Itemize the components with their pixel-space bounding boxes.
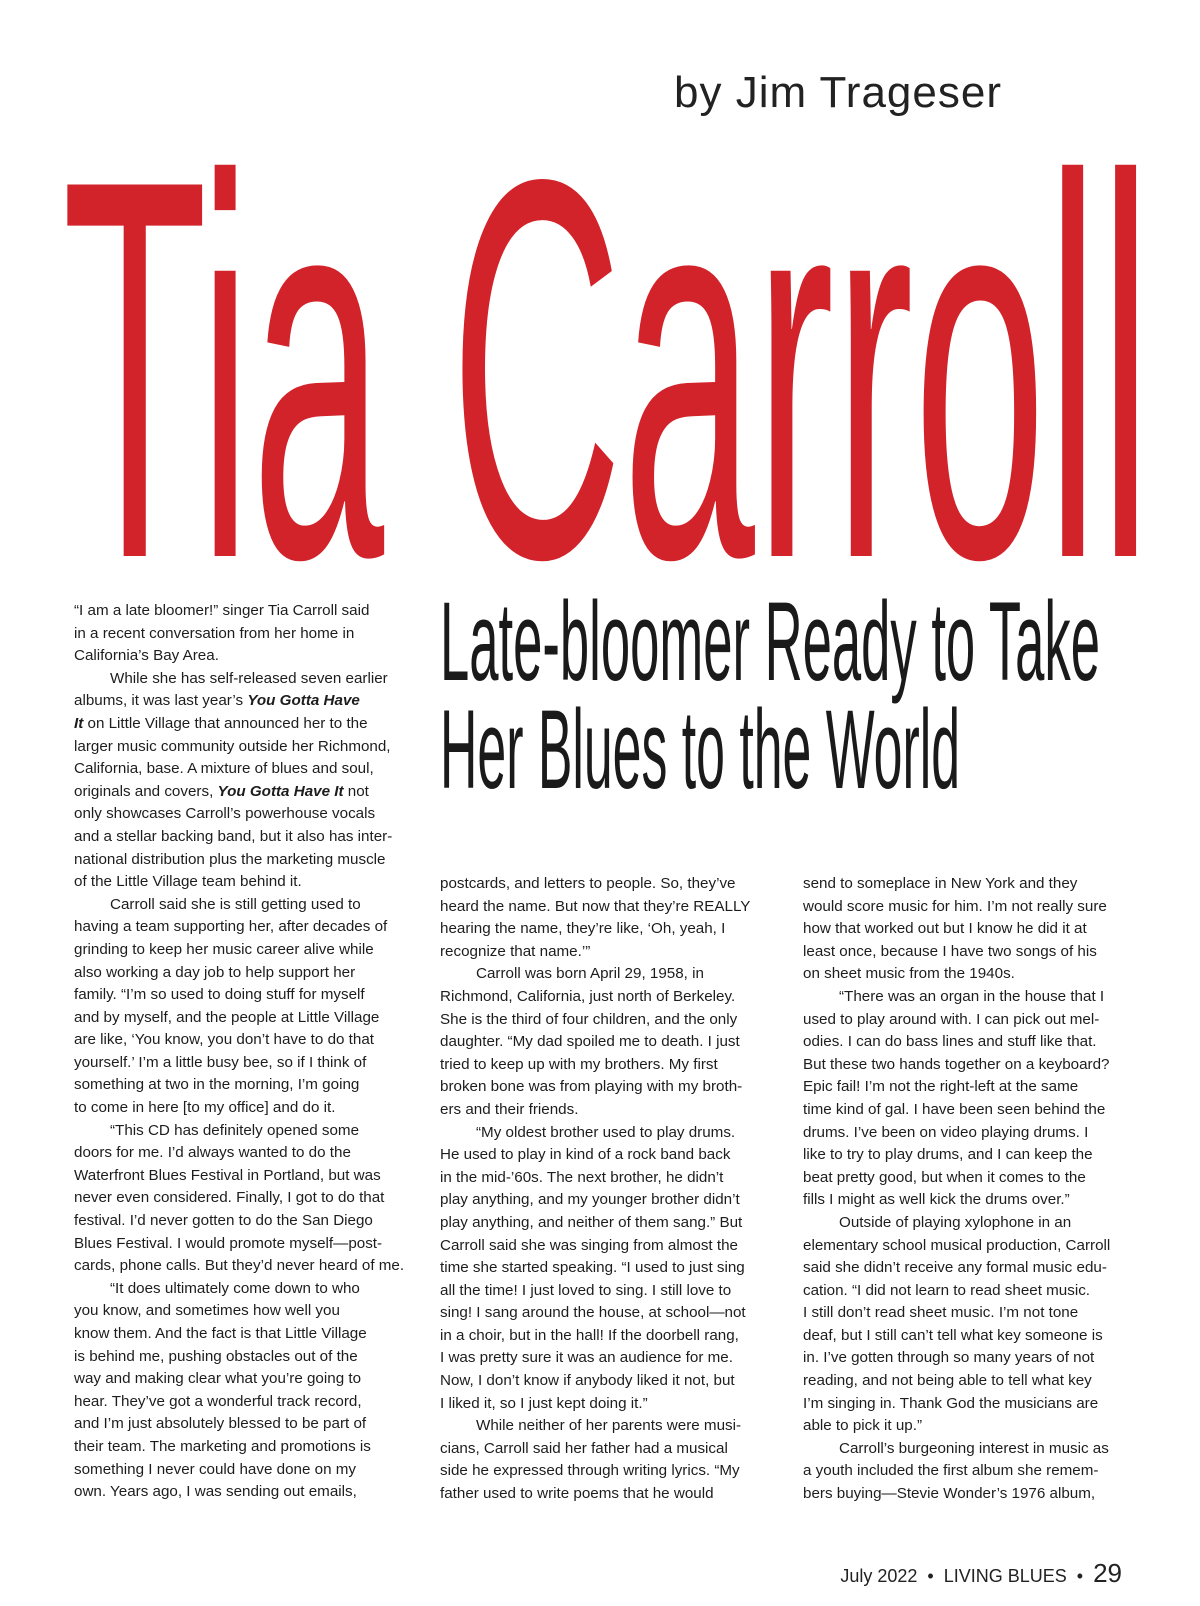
- body-text-line: and a stellar backing band, but it also has inter-: [74, 827, 393, 845]
- body-text-line: father used to write poems that he would: [440, 1485, 714, 1503]
- body-text-line: yourself.’ I’m a little busy bee, so if I think of: [74, 1053, 367, 1071]
- body-text-line: Carroll said she is still getting used to: [110, 895, 361, 913]
- body-text-line: their team. The marketing and promotions is: [74, 1437, 371, 1455]
- body-text-line: time kind of gal. I have been seen behind the: [803, 1100, 1106, 1118]
- body-text-line: to come in here [to my office] and do it.: [74, 1099, 336, 1117]
- body-text-line: California’s Bay Area.: [74, 647, 219, 665]
- body-text-line: able to pick it up.”: [803, 1417, 923, 1435]
- body-text-line: ers and their friends.: [440, 1100, 579, 1118]
- body-text-line: in a recent conversation from her home in: [74, 624, 355, 642]
- body-text-line: in a choir, but in the hall! If the doorbell rang,: [440, 1326, 739, 1344]
- body-text-line: side he expressed through writing lyrics. “My: [440, 1462, 740, 1480]
- body-text-line: would score music for him. I’m not really sure: [803, 897, 1107, 915]
- body-text-line: hear. They’ve got a wonderful track record,: [74, 1392, 362, 1410]
- footer-magazine-name: LIVING BLUES: [943, 1566, 1067, 1586]
- body-text-line: and by myself, and the people at Little Village: [74, 1008, 380, 1026]
- body-text-line: sing! I sang around the house, at school—not: [440, 1304, 746, 1322]
- body-text-line: play anything, and my younger brother didn’t: [440, 1191, 740, 1209]
- body-text-line: elementary school musical production, Carroll: [803, 1236, 1111, 1254]
- body-text-line: all the time! I just loved to sing. I still love to: [440, 1281, 732, 1299]
- footer-bullet: •: [1076, 1566, 1084, 1586]
- body-text-line: postcards, and letters to people. So, they’ve: [440, 875, 736, 892]
- body-text-line: “My oldest brother used to play drums.: [476, 1123, 736, 1141]
- body-text-line: said she didn’t receive any formal music edu-: [803, 1259, 1107, 1277]
- album-title: You Gotta Have: [247, 692, 360, 710]
- body-text-line: larger music community outside her Richmond,: [74, 737, 391, 755]
- body-text-line: are like, ‘You know, you don’t have to do that: [74, 1031, 375, 1049]
- body-text-line: “It does ultimately come down to who: [110, 1279, 360, 1297]
- body-text-line: I liked it, so I just kept doing it.”: [440, 1394, 648, 1412]
- body-text-line: Now, I don’t know if anybody liked it not, but: [440, 1372, 735, 1390]
- body-text-line: and I’m just absolutely blessed to be part of: [74, 1415, 367, 1433]
- article-subtitle: [440, 592, 1140, 832]
- body-text-line: play anything, and neither of them sang.” But: [440, 1213, 743, 1231]
- body-text-line: is behind me, pushing obstacles out of the: [74, 1347, 358, 1365]
- body-text-line: While neither of her parents were musi-: [476, 1417, 742, 1435]
- body-column-1: [74, 600, 404, 1504]
- album-title: You Gotta Have It: [217, 782, 344, 800]
- body-text-line: While she has self-released seven earlier: [110, 669, 388, 687]
- body-text-line: having a team supporting her, after decades of: [74, 918, 388, 936]
- body-text-line: Carroll said she was singing from almost the: [440, 1236, 738, 1254]
- footer-date: July 2022: [840, 1566, 918, 1586]
- body-text-line: of the Little Village team behind it.: [74, 873, 302, 891]
- body-text-line: She is the third of four children, and the only: [440, 1010, 738, 1028]
- footer-bullet: •: [927, 1566, 934, 1586]
- body-text-line: “This CD has definitely opened some: [110, 1121, 360, 1139]
- body-text-line: Carroll was born April 29, 1958, in: [476, 965, 704, 983]
- body-text-line: festival. I’d never gotten to do the San Diego: [74, 1212, 373, 1230]
- body-text-line: tried to keep up with my brothers. My first: [440, 1055, 718, 1073]
- body-text-line: never even considered. Finally, I got to do that: [74, 1189, 385, 1207]
- body-text-line: way and making clear what you’re going to: [74, 1370, 362, 1388]
- body-text-line: like to try to play drums, and I can keep the: [803, 1146, 1093, 1164]
- body-text: originals and covers,: [74, 782, 218, 800]
- body-text-line: “I am a late bloomer!” singer Tia Carroll said: [74, 602, 370, 619]
- body-text-line: grinding to keep her music career alive while: [74, 940, 374, 958]
- body-text-line: Richmond, California, just north of Berkeley.: [440, 987, 736, 1005]
- body-text-line: “There was an organ in the house that I: [839, 987, 1105, 1005]
- body-text-line: something I never could have done on my: [74, 1460, 356, 1478]
- body-text: not: [343, 782, 369, 800]
- body-text-line: send to someplace in New York and they: [803, 875, 1078, 892]
- body-text-line: Blues Festival. I would promote myself—post-: [74, 1234, 383, 1252]
- body-text-line: least once, because I have two songs of his: [803, 942, 1097, 960]
- body-text-line: beat pretty good, but when it comes to the: [803, 1168, 1086, 1186]
- body-text-line: I was pretty sure it was an audience for me.: [440, 1349, 733, 1367]
- body-text-line: hearing the name, they’re like, ‘Oh, yeah, I: [440, 920, 726, 938]
- body-text-line: [74, 781, 404, 804]
- body-text-line: broken bone was from playing with my broth-: [440, 1078, 743, 1096]
- body-text-line: you know, and sometimes how well you: [74, 1302, 340, 1320]
- album-title: It: [74, 714, 84, 732]
- subtitle-line-2: Her Blues to the World: [440, 687, 960, 812]
- byline: by Jim Trageser: [674, 68, 1002, 117]
- body-text-line: But these two hands together on a keyboard?: [803, 1055, 1110, 1073]
- body-text-line: [74, 690, 404, 713]
- body-text-line: Outside of playing xylophone in an: [839, 1213, 1072, 1231]
- body-text-line: cians, Carroll said her father had a musical: [440, 1439, 728, 1457]
- body-text-line: daughter. “My dad spoiled me to death. I just: [440, 1033, 740, 1051]
- body-text-line: fills I might as well kick the drums over.”: [803, 1191, 1070, 1209]
- page-number: 29: [1093, 1558, 1122, 1588]
- body-text-line: own. Years ago, I was sending out emails,: [74, 1483, 357, 1501]
- body-text-line: know them. And the fact is that Little Village: [74, 1325, 367, 1342]
- body-text-line: bers buying—Stevie Wonder’s 1976 album,: [803, 1485, 1096, 1503]
- subtitle-line-1: Late-bloomer Ready to Take: [440, 592, 1100, 704]
- body-text-line: reading, and not being able to tell what key: [803, 1372, 1092, 1390]
- body-text-line: family. “I’m so used to doing stuff for myself: [74, 986, 365, 1004]
- body-column-2: [440, 873, 770, 1506]
- body-text-line: heard the name. But now that they’re REALLY: [440, 897, 751, 915]
- body-text-line: national distribution plus the marketing muscle: [74, 850, 386, 868]
- body-text-line: on sheet music from the 1940s.: [803, 965, 1015, 983]
- body-column-3: [803, 873, 1133, 1506]
- body-text-line: cards, phone calls. But they’d never heard of me.: [74, 1257, 405, 1275]
- body-text-line: cation. “I did not learn to read sheet music.: [803, 1281, 1091, 1299]
- body-text-line: a youth included the first album she remem-: [803, 1462, 1099, 1480]
- body-text-line: California, base. A mixture of blues and soul,: [74, 760, 374, 778]
- body-text-line: deaf, but I still can’t tell what key someone is: [803, 1326, 1103, 1344]
- body-text: albums, it was last year’s: [74, 692, 248, 710]
- body-text-line: only showcases Carroll’s powerhouse vocals: [74, 805, 376, 823]
- body-text-line: drums. I’ve been on video playing drums. I: [803, 1123, 1089, 1141]
- body-text-line: time she started speaking. “I used to just sing: [440, 1259, 745, 1277]
- body-text-line: recognize that name.’”: [440, 942, 591, 960]
- article-title-text: Tia Carroll: [62, 68, 1152, 588]
- body-text-line: I still don’t read sheet music. I’m not tone: [803, 1304, 1079, 1322]
- body-text-line: [74, 713, 404, 736]
- body-text-line: doors for me. I’d always wanted to do the: [74, 1144, 351, 1162]
- body-text-line: in. I’ve gotten through so many years of not: [803, 1349, 1095, 1367]
- body-text-line: I’m singing in. Thank God the musicians are: [803, 1394, 1099, 1412]
- body-text-line: odies. I can do bass lines and stuff like that.: [803, 1033, 1097, 1051]
- body-text-line: used to play around with. I can pick out mel-: [803, 1010, 1100, 1028]
- body-text-line: Waterfront Blues Festival in Portland, but was: [74, 1166, 381, 1184]
- body-text-line: also working a day job to help support her: [74, 963, 356, 981]
- body-text-line: Carroll’s burgeoning interest in music as: [839, 1439, 1109, 1457]
- body-text: on Little Village that announced her to the: [83, 714, 368, 732]
- body-text-line: Epic fail! I’m not the right-left at the same: [803, 1078, 1079, 1096]
- page-footer: [840, 1558, 1122, 1589]
- body-text-line: in the mid-’60s. The next brother, he didn’t: [440, 1168, 724, 1186]
- body-text-line: how that worked out but I know he did it at: [803, 920, 1087, 938]
- body-text-line: something at two in the morning, I’m going: [74, 1076, 360, 1094]
- body-text-line: He used to play in kind of a rock band back: [440, 1146, 731, 1164]
